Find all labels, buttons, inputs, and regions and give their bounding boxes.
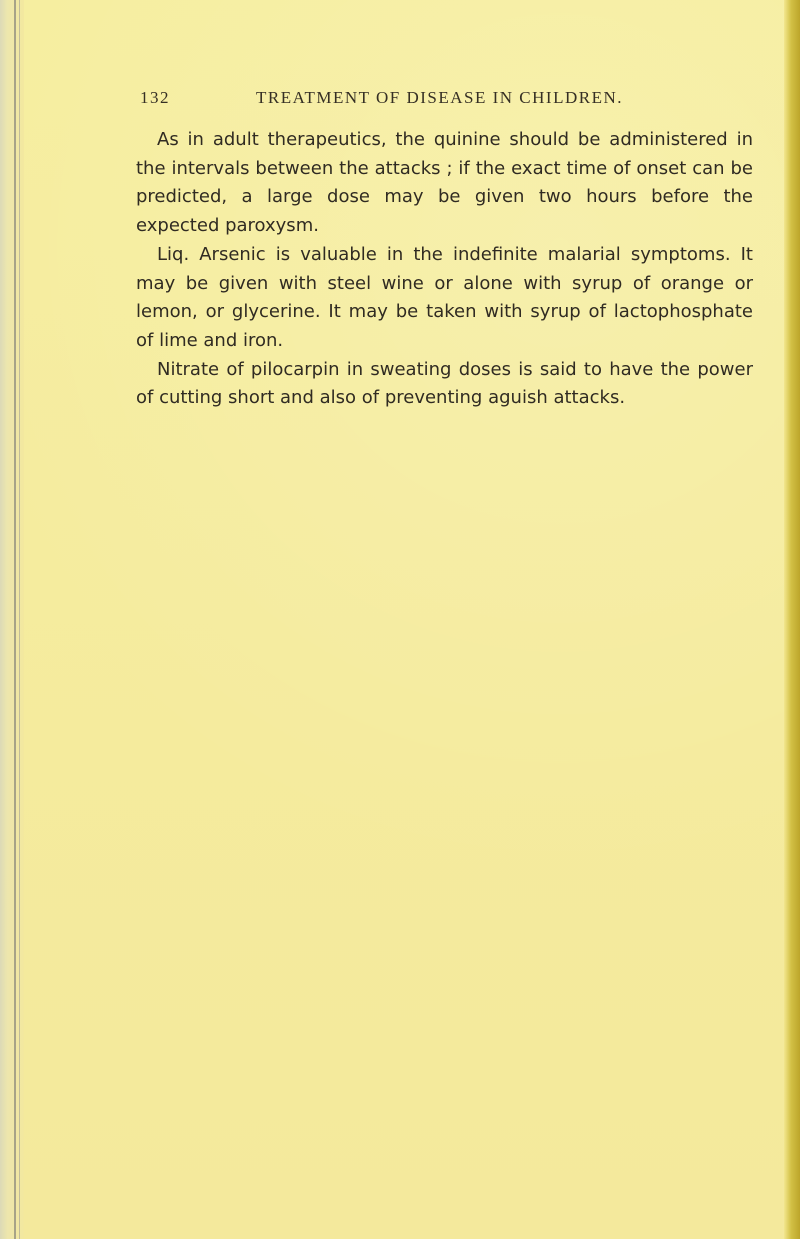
running-head: TREATMENT OF DISEASE IN CHILDREN. bbox=[256, 88, 623, 107]
body-text bbox=[136, 126, 753, 413]
page-edge-shadow bbox=[784, 0, 800, 1239]
paragraph-quinine: As in adult therapeutics, the quinine should be administered in the intervals between the attacks ; if the exact time of onset can be predicted, a large dose may be given two hours before the expected paroxysm. bbox=[136, 129, 753, 237]
paragraph-pilocarpin: Nitrate of pilocarpin in sweating doses is said to have the power of cutting short and also of preventing aguish attacks. bbox=[136, 358, 753, 409]
page-header bbox=[136, 88, 656, 112]
page-binding-edge bbox=[0, 0, 24, 1239]
page-number: 132 bbox=[140, 88, 170, 107]
paragraph-arsenic: Liq. Arsenic is valuable in the indefinite malarial symptoms. It may be given with steel wine or alone with syrup of orange or lemon, or glycerine. It may be taken with syrup of lactophosphate of lime and iron. bbox=[136, 243, 753, 351]
